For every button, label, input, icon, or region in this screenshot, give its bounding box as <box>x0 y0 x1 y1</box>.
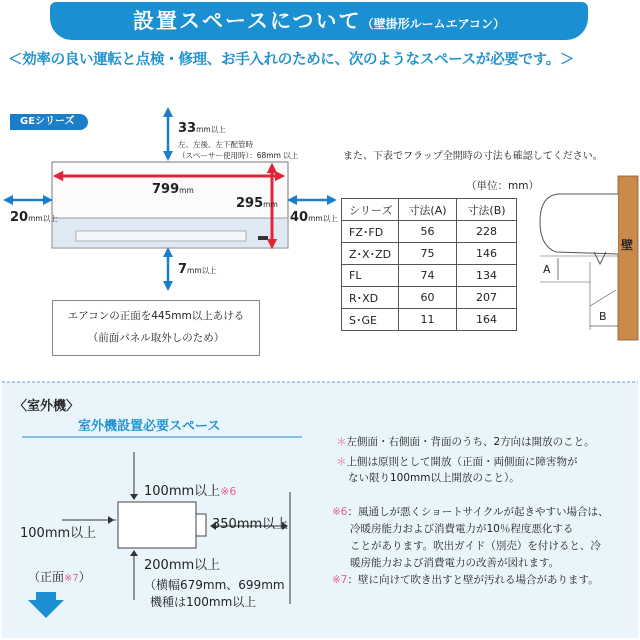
height-label: 295mm <box>236 196 278 211</box>
table-row: Z･X･ZD 75 146 <box>342 243 517 265</box>
outdoor-note-2b: ない限り100mm以上開放のこと）。 <box>348 472 520 484</box>
indoor-unit-vent <box>76 231 246 241</box>
flap-unit-label: （単位：mm） <box>466 180 539 192</box>
flap-dimension-table <box>341 198 517 331</box>
note-6-line-3: ことがあります。吹出ガイド（別売）を付けると、冷 <box>350 540 601 552</box>
page-title-suffix: （壁掛形ルームエアコン） <box>361 17 505 31</box>
outdoor-bottom-note-1: （横幅679mm、699mm <box>144 578 285 592</box>
page-title: 設置スペースについて <box>133 9 362 33</box>
top-clearance-note-1: 左、左後、左下配管時 <box>178 140 253 149</box>
outdoor-bottom-note-2: 機種は100mm以上 <box>150 595 257 609</box>
table-header-row <box>342 199 517 221</box>
outdoor-left-space: 100mm以上 <box>20 526 97 541</box>
page-subtitle: ＜効率の良い運転と点検・修理、お手入れのために、次のようなスペースが必要です。＞ <box>8 52 575 68</box>
flap-note: また、下表でフラップ全開時の寸法も確認してください。 <box>343 151 603 162</box>
note-6-line-2: 冷暖房能力および消費電力が10％程度悪化する <box>350 523 574 535</box>
top-clearance-label: 33mm以上 <box>178 121 226 136</box>
dimension-a-label: A <box>543 263 551 276</box>
table-row: R･XD 60 207 <box>342 287 517 309</box>
right-clearance-label: 40mm以上 <box>290 210 338 225</box>
note-6-line-4: 暖房能力および消費電力の改善が図れます。 <box>350 557 560 569</box>
front-label: （正面※7） <box>28 570 91 584</box>
column-header: 寸法(A) <box>399 199 457 221</box>
flap-unit-outline <box>540 194 618 254</box>
column-header: シリーズ <box>342 199 399 221</box>
top-clearance-note-2: （スペーサー使用時）：68mm 以上 <box>178 151 299 160</box>
table-row: FZ･FD 56 228 <box>342 221 517 243</box>
table-row: S･GE 11 164 <box>342 309 517 331</box>
bottom-clearance-label: 7mm以上 <box>178 262 217 277</box>
outdoor-top-space: 100mm以上※6 <box>144 484 237 499</box>
front-space-note: エアコンの正面を445mm以上あける （前面パネル取外しのため） <box>52 300 260 356</box>
outdoor-title: 〈室外機〉 <box>14 399 80 414</box>
dimension-b-label: B <box>599 310 607 323</box>
outdoor-right-space: 350mm以上 <box>212 517 289 532</box>
outdoor-note-2: ＊上側は原則として開放（正面・両側面に障害物が <box>336 456 578 468</box>
width-label: 799mm <box>152 182 194 197</box>
table-row: FL 74 134 <box>342 265 517 287</box>
column-header: 寸法(B) <box>457 199 517 221</box>
wall <box>618 176 638 340</box>
outdoor-note-1: ＊左側面・右側面・背面のうち、2方向は開放のこと。 <box>336 436 595 448</box>
note-7: ※7：壁に向けて吹き出すと壁が汚れる場合があります。 <box>332 574 599 586</box>
series-badge: GEシリーズ <box>10 114 88 130</box>
indoor-unit-indicator <box>258 236 268 240</box>
note-6-line-1: ※6：風通しが悪くショートサイクルが起きやすい場合は、 <box>332 506 609 518</box>
outdoor-unit <box>118 502 196 548</box>
left-clearance-label: 20mm以上 <box>10 210 58 225</box>
wall-label: 壁 <box>621 238 634 252</box>
outdoor-unit-fan <box>196 514 206 536</box>
outdoor-bottom-space: 200mm以上 <box>144 558 221 573</box>
outdoor-subtitle: 室外機設置必要スペース <box>78 419 221 434</box>
